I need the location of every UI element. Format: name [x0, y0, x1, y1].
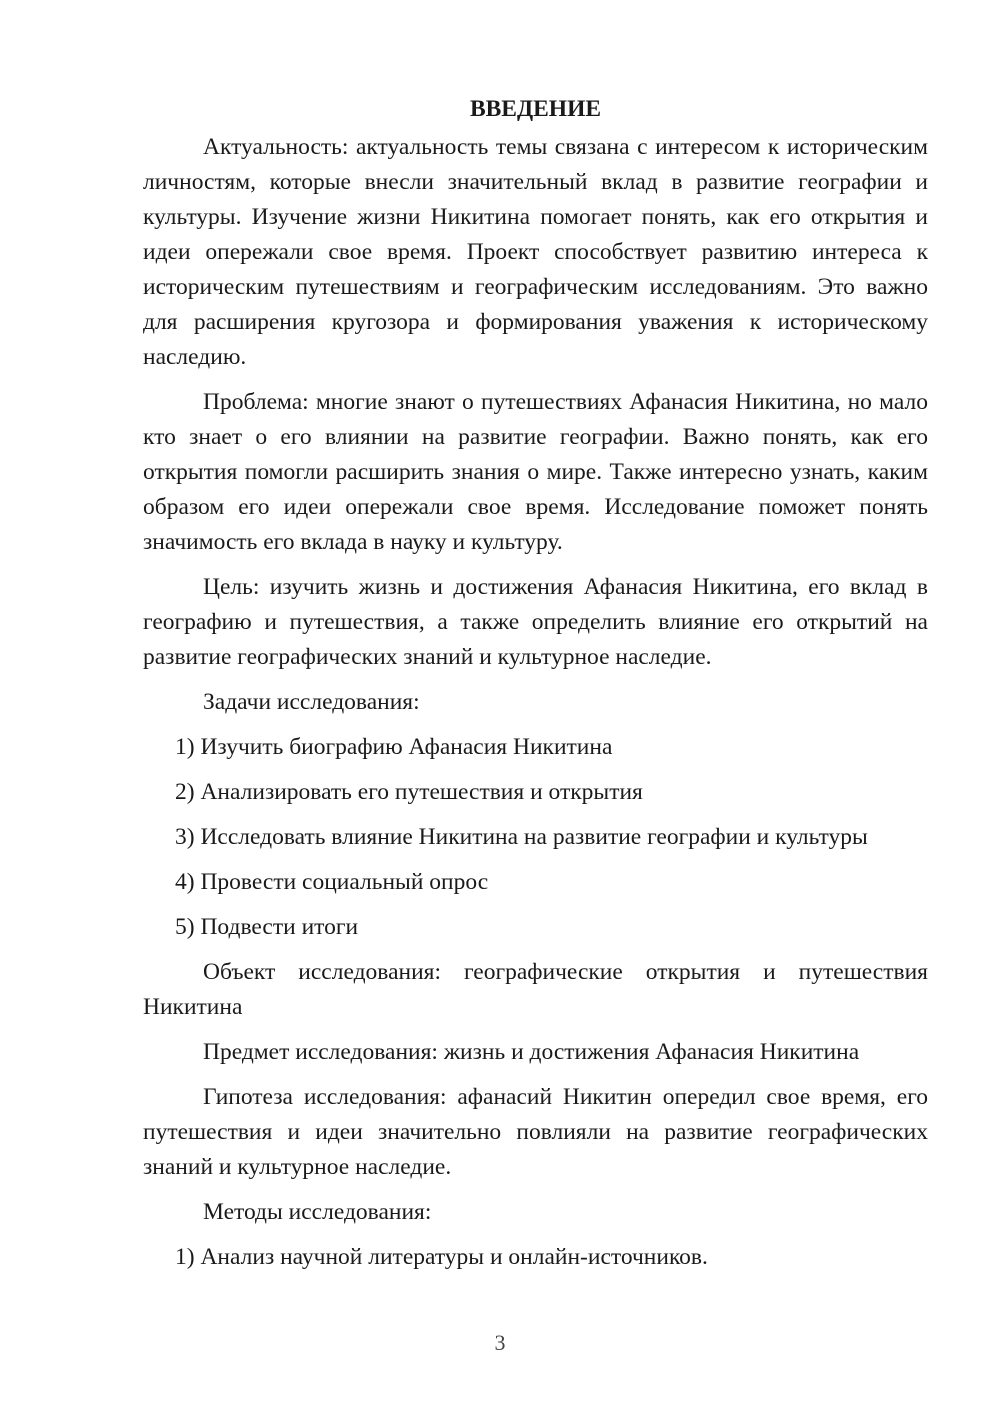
- task-item: 2) Анализировать его путешествия и открытия: [175, 779, 643, 805]
- page-number: 3: [494, 1330, 506, 1355]
- methods-title: Методы исследования:: [203, 1199, 432, 1225]
- subject-paragraph: Предмет исследования: жизнь и достижения Афанасия Никитина: [203, 1039, 860, 1065]
- method-item: 1) Анализ научной литературы и онлайн-источников.: [175, 1244, 708, 1270]
- section-heading: ВВЕДЕНИЕ: [469, 96, 602, 122]
- task-item: 3) Исследовать влияние Никитина на развитие географии и культуры: [175, 824, 868, 850]
- document-page: [143, 92, 928, 1285]
- goal-paragraph: Цель: изучить жизнь и достижения Афанасия Никитина, его вклад в географию и путешествия, а также определить влияние его открытий на развитие географических знаний и культурное наследие.: [143, 574, 928, 670]
- tasks-title: Задачи исследования:: [203, 689, 420, 715]
- hypothesis-paragraph: Гипотеза исследования: афанасий Никитин опередил свое время, его путешествия и идеи значительно повлияли на развитие географических знаний и культурное наследие.: [143, 1084, 928, 1180]
- task-item: 5) Подвести итоги: [175, 914, 359, 940]
- problem-paragraph: Проблема: многие знают о путешествиях Афанасия Никитина, но мало кто знает о его влиянии на развитие географии. Важно понять, как его открытия помогли расширить знания о мире. Также интересно узнать, каким образом его идеи опережали свое время. Исследование поможет понять значимость его вклада в науку и культуру.: [143, 389, 928, 555]
- task-item: 1) Изучить биографию Афанасия Никитина: [175, 734, 613, 760]
- relevance-paragraph: Актуальность: актуальность темы связана с интересом к историческим личностям, которые внесли значительный вклад в развитие географии и культуры. Изучение жизни Никитина помогает понять, как его открытия и идеи опережали свое время. Проект способствует развитию интереса к историческим путешествиям и географическим исследованиям. Это важно для расширения кругозора и формирования уважения к историческому наследию.: [143, 134, 928, 370]
- object-paragraph: Объект исследования: географические открытия и путешествия Никитина: [143, 959, 928, 1020]
- task-item: 4) Провести социальный опрос: [175, 869, 489, 895]
